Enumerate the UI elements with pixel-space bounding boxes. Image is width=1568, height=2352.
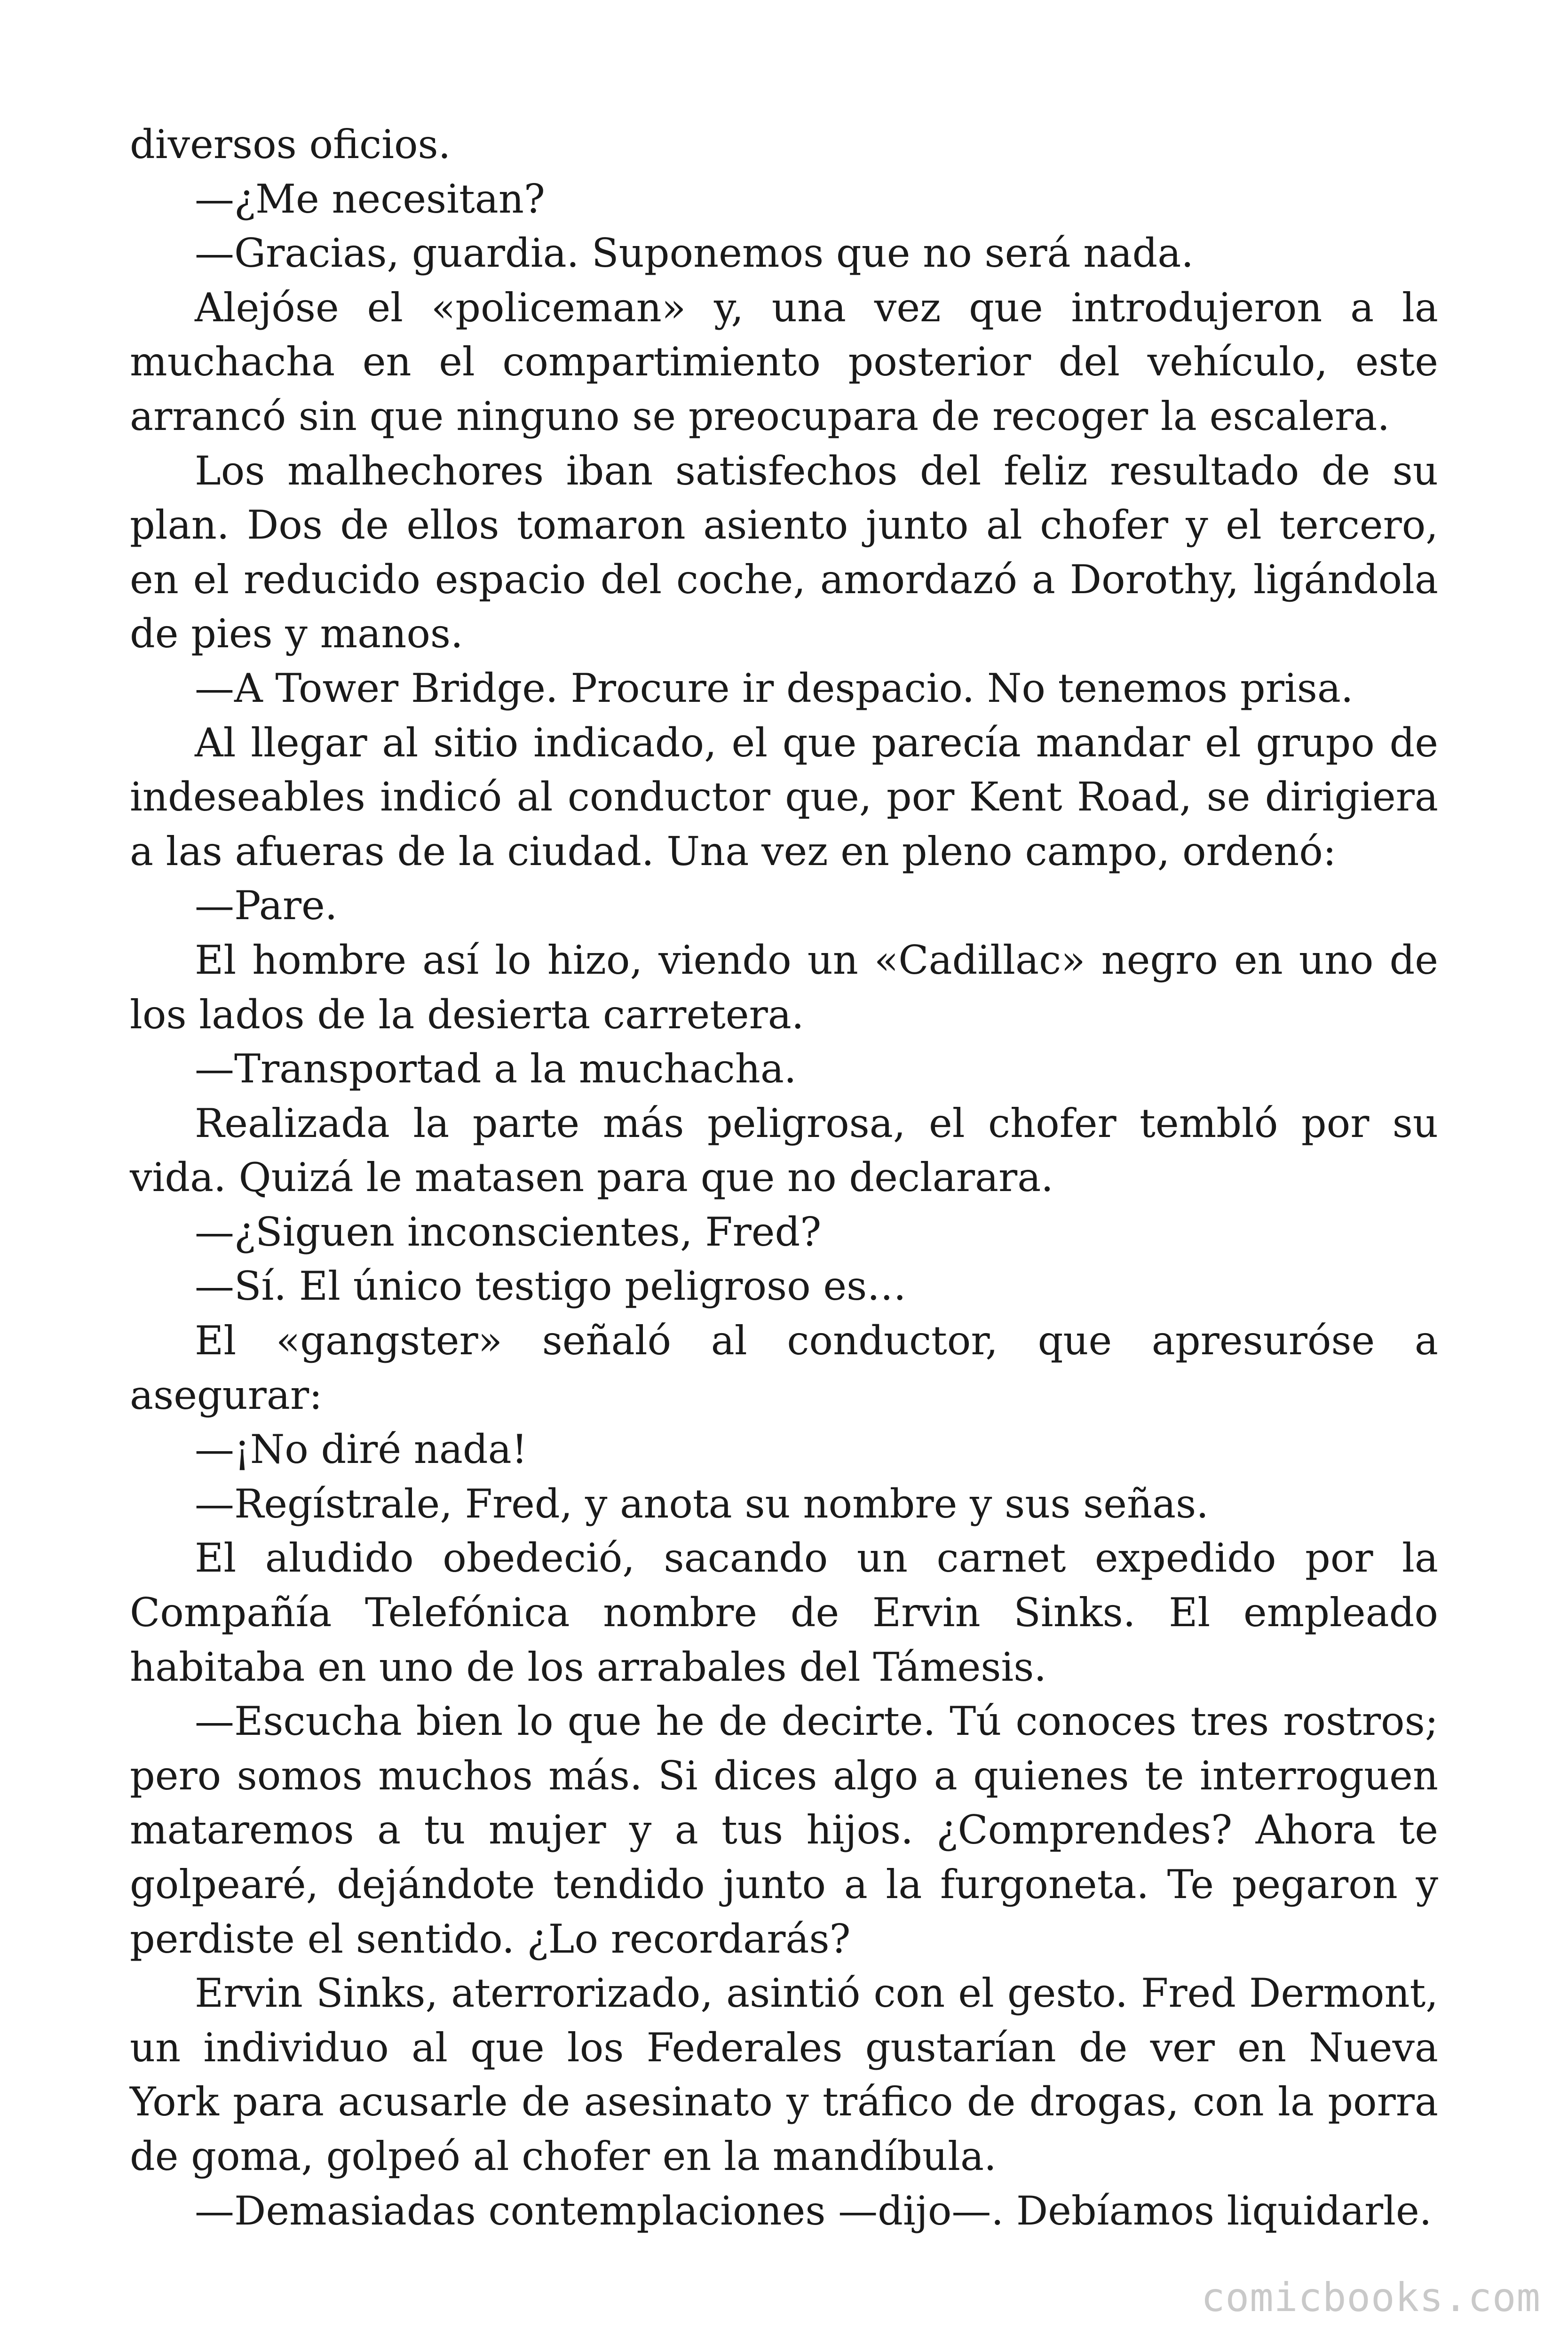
paragraph: Ervin Sinks, aterrorizado, asintió con el gesto. Fred Dermont, un individuo al que los Federales gustarían de ver en Nueva York para acusarle de asesinato y tráfico de drogas, con la porra de goma, golpeó al chofer en la mandíbula. [130,1970,1438,2179]
paragraph: —Gracias, guardia. Suponemos que no será nada. [195,230,1194,277]
paragraph: —A Tower Bridge. Procure ir despacio. No tenemos prisa. [195,665,1354,711]
paragraph: Realizada la parte más peligrosa, el chofer tembló por su vida. Quizá le matasen para que no declarara. [130,1100,1438,1201]
paragraph: —Sí. El único testigo peligroso es… [195,1263,907,1310]
paragraph: El «gangster» señaló al conductor, que apresuróse a asegurar: [130,1318,1438,1418]
paragraph: —Escucha bien lo que he de decirte. Tú conoces tres rostros; pero somos muchos más. Si dices algo a quienes te interroguen mataremos a tu mujer y a tus hijos. ¿Comprendes? Ahora te golpearé, dejándote tendido junto a la furgoneta. Te pegaron y perdiste el sentido. ¿Lo recordarás? [130,1698,1438,1962]
body-text [130,118,1438,2238]
paragraph: —¡No diré nada! [195,1426,528,1473]
watermark: comicbooks.com [1201,2274,1541,2320]
paragraph: El hombre así lo hizo, viendo un «Cadillac» negro en uno de los lados de la desierta carretera. [130,937,1438,1038]
paragraph: —Demasiadas contemplaciones —dijo—. Debíamos liquidarle. [195,2187,1432,2234]
paragraph: —Transportad a la muchacha. [195,1046,797,1092]
paragraph: El aludido obedeció, sacando un carnet expedido por la Compañía Telefónica nombre de Ervin Sinks. El empleado habitaba en uno de los arrabales del Támesis. [130,1535,1438,1690]
paragraph: Al llegar al sitio indicado, el que parecía mandar el grupo de indeseables indicó al conductor que, por Kent Road, se dirigiera a las afueras de la ciudad. Una vez en pleno campo, ordenó: [130,719,1438,874]
paragraph: Alejóse el «policeman» y, una vez que introdujeron a la muchacha en el compartimiento posterior del vehículo, este arrancó sin que ninguno se preocupara de recoger la escalera. [130,284,1438,439]
paragraph: —Regístrale, Fred, y anota su nombre y sus señas. [195,1480,1209,1527]
paragraph: —¿Siguen inconscientes, Fred? [195,1208,822,1255]
paragraph: —Pare. [195,882,338,929]
paragraph: —¿Me necesitan? [195,175,545,222]
paragraph: Los malhechores iban satisfechos del feliz resultado de su plan. Dos de ellos tomaron asiento junto al chofer y el tercero, en el reducido espacio del coche, amordazó a Dorothy, ligándola de pies y manos. [130,447,1438,657]
paragraph: diversos oficios. [130,121,451,167]
